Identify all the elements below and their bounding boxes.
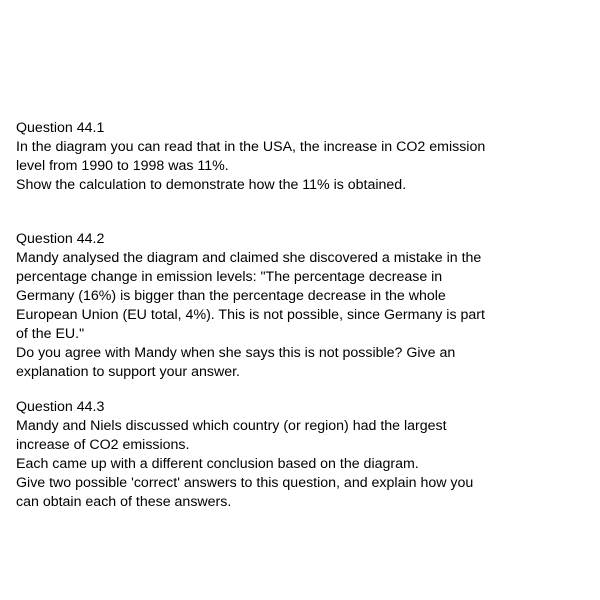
question-text-line: explanation to support your answer. xyxy=(16,364,240,380)
question-text-line: Germany (16%) is bigger than the percentage decrease in the whole xyxy=(16,288,446,304)
question-text-line: percentage change in emission levels: "The percentage decrease in xyxy=(16,269,443,285)
question-text-line: Give two possible 'correct' answers to this question, and explain how you xyxy=(16,475,474,491)
question-text-line: European Union (EU total, 4%). This is not possible, since Germany is part xyxy=(16,307,485,323)
question-text-line: increase of CO2 emissions. xyxy=(16,437,190,453)
document-body xyxy=(16,119,586,512)
question-title: Question 44.2 xyxy=(16,231,105,247)
question-text-line: can obtain each of these answers. xyxy=(16,494,232,510)
question-text-line: Each came up with a different conclusion based on the diagram. xyxy=(16,456,419,472)
question-text-line: Do you agree with Mandy when she says this is not possible? Give an xyxy=(16,345,456,361)
question-44-3 xyxy=(16,398,586,512)
question-text-line: Mandy analysed the diagram and claimed she discovered a mistake in the xyxy=(16,250,482,266)
question-title: Question 44.3 xyxy=(16,399,105,415)
question-text-line: Mandy and Niels discussed which country (or region) had the largest xyxy=(16,418,447,434)
question-title: Question 44.1 xyxy=(16,120,105,136)
question-text-line: In the diagram you can read that in the USA, the increase in CO2 emission xyxy=(16,139,486,155)
question-44-2 xyxy=(16,230,586,382)
question-44-1 xyxy=(16,119,586,195)
question-text-line: of the EU." xyxy=(16,326,85,342)
question-text-line: level from 1990 to 1998 was 11%. xyxy=(16,158,229,174)
question-text-line: Show the calculation to demonstrate how the 11% is obtained. xyxy=(16,177,407,193)
